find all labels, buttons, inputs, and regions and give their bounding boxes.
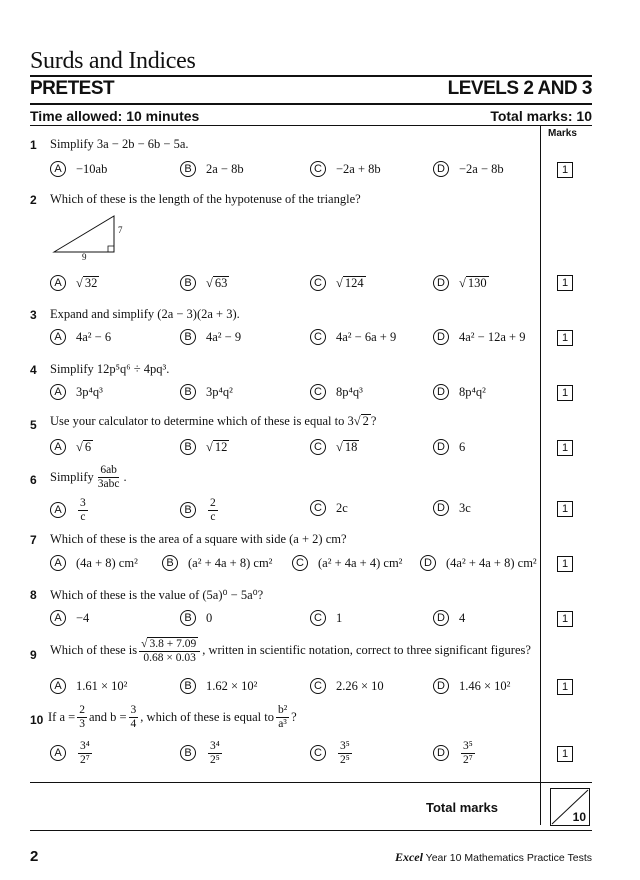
marks-column-line bbox=[540, 125, 541, 825]
fraction bbox=[276, 704, 289, 730]
option-d[interactable] bbox=[433, 439, 465, 455]
option-value: √ 32 bbox=[76, 275, 98, 290]
option-d[interactable] bbox=[433, 275, 489, 291]
numerator: 3 bbox=[80, 497, 86, 509]
option-value bbox=[78, 497, 88, 523]
option-value: 3p⁴q³ bbox=[76, 384, 103, 399]
option-a[interactable] bbox=[50, 678, 127, 694]
option-value: (4a + 8) cm² bbox=[76, 555, 138, 570]
option-b[interactable] bbox=[180, 161, 244, 177]
question-text-part: ? bbox=[370, 414, 377, 428]
option-value: 2c bbox=[336, 500, 348, 515]
option-value: 1.62 × 10² bbox=[206, 678, 258, 693]
option-letter: D bbox=[433, 678, 449, 694]
question-text-part: Use your calculator to determine which of these is equal to 3 bbox=[50, 414, 354, 428]
numerator: b² bbox=[277, 704, 288, 716]
radicand: 32 bbox=[84, 275, 98, 290]
option-letter: D bbox=[433, 610, 449, 626]
radicand: 63 bbox=[214, 275, 228, 290]
option-c[interactable] bbox=[310, 329, 396, 345]
radicand: 18 bbox=[344, 439, 358, 454]
total-marks-label: Total marks bbox=[426, 800, 499, 815]
question-text: Simplify 12p⁵q⁶ ÷ 4pq³. bbox=[50, 362, 170, 376]
question-text bbox=[50, 414, 376, 429]
surd: √ 2 bbox=[353, 414, 369, 429]
question-text-part: Which of these is bbox=[50, 643, 138, 658]
question-number: 6 bbox=[30, 473, 37, 487]
option-d[interactable] bbox=[433, 500, 471, 516]
option-c[interactable] bbox=[310, 275, 366, 291]
option-value: √ 6 bbox=[76, 439, 92, 454]
option-d[interactable] bbox=[433, 329, 525, 345]
option-letter: B bbox=[180, 439, 196, 455]
option-a[interactable] bbox=[50, 161, 107, 177]
option-value: 4a² − 6a + 9 bbox=[336, 329, 397, 344]
option-value: −2a + 8b bbox=[336, 161, 381, 176]
option-d[interactable] bbox=[433, 161, 504, 177]
divider bbox=[30, 125, 592, 126]
numerator: 2 bbox=[210, 497, 216, 509]
option-letter: B bbox=[180, 275, 196, 291]
option-letter: A bbox=[50, 555, 66, 571]
option-value: −2a − 8b bbox=[459, 161, 504, 176]
option-letter: A bbox=[50, 384, 66, 400]
option-value: 0 bbox=[206, 610, 213, 625]
option-d[interactable] bbox=[433, 678, 510, 694]
option-value bbox=[338, 740, 352, 766]
radicand: 2 bbox=[362, 414, 369, 429]
option-value: √ 63 bbox=[206, 275, 228, 290]
option-b[interactable] bbox=[180, 329, 241, 345]
option-letter: A bbox=[50, 610, 66, 626]
option-value: 6 bbox=[459, 439, 466, 454]
option-c[interactable] bbox=[310, 678, 384, 694]
question-text bbox=[50, 464, 127, 490]
radicand: 6 bbox=[84, 439, 92, 454]
levels-heading: LEVELS 2 AND 3 bbox=[447, 78, 592, 99]
brand-name: Excel bbox=[394, 850, 423, 864]
numerator: 3⁴ bbox=[210, 740, 220, 752]
option-letter: A bbox=[50, 275, 66, 291]
option-b[interactable] bbox=[180, 740, 224, 766]
question-text bbox=[48, 704, 297, 730]
option-value: −10ab bbox=[76, 161, 108, 176]
radicand: 3.8 + 7.09 bbox=[149, 638, 197, 650]
option-b[interactable] bbox=[180, 678, 257, 694]
right-triangle-diagram bbox=[50, 210, 130, 262]
option-a[interactable] bbox=[50, 439, 93, 455]
denominator: 2⁵ bbox=[340, 753, 350, 766]
numerator: 6ab bbox=[100, 464, 117, 476]
option-letter: D bbox=[433, 161, 449, 177]
fraction bbox=[77, 704, 87, 730]
numerator: 3⁴ bbox=[80, 740, 90, 752]
question-text: Expand and simplify (2a − 3)(2a + 3). bbox=[50, 307, 240, 321]
question-text: Which of these is the area of a square with side (a + 2) cm? bbox=[50, 532, 347, 546]
option-value: √ 130 bbox=[459, 275, 487, 290]
option-c[interactable] bbox=[310, 439, 359, 455]
option-value: 2a − 8b bbox=[206, 161, 244, 176]
page-number: 2 bbox=[30, 848, 39, 865]
option-letter: A bbox=[50, 329, 66, 345]
topic-title: Surds and Indices bbox=[30, 48, 196, 74]
triangle-side-label: 9 bbox=[82, 252, 87, 262]
option-d[interactable] bbox=[420, 555, 537, 571]
option-letter: A bbox=[50, 161, 66, 177]
triangle-side-label: 7 bbox=[118, 225, 123, 235]
question-number: 9 bbox=[30, 648, 37, 662]
question-text: Simplify 3a − 2b − 6b − 5a. bbox=[50, 137, 189, 151]
mark-box: 1 bbox=[557, 501, 573, 517]
option-a[interactable] bbox=[50, 497, 90, 523]
option-a[interactable] bbox=[50, 275, 99, 291]
option-value: −4 bbox=[76, 610, 90, 625]
option-b[interactable] bbox=[180, 497, 220, 523]
mark-box: 1 bbox=[557, 679, 573, 695]
option-value: 4a² − 6 bbox=[76, 329, 112, 344]
numerator: 3⁵ bbox=[463, 740, 473, 752]
option-value bbox=[208, 497, 218, 523]
option-value: (a² + 4a + 4) cm² bbox=[318, 555, 403, 570]
fraction bbox=[96, 464, 122, 490]
option-letter: C bbox=[310, 439, 326, 455]
divider bbox=[30, 782, 592, 783]
option-value bbox=[208, 740, 222, 766]
question-number: 8 bbox=[30, 588, 37, 602]
mark-box: 1 bbox=[557, 162, 573, 178]
marks-heading: Marks bbox=[548, 128, 577, 139]
question-text-part: ? bbox=[291, 709, 297, 724]
option-value bbox=[78, 740, 92, 766]
option-letter: C bbox=[310, 329, 326, 345]
total-marks-value: 10 bbox=[572, 810, 586, 824]
question-number: 2 bbox=[30, 193, 37, 207]
mark-box: 1 bbox=[557, 330, 573, 346]
divider bbox=[30, 103, 592, 105]
option-letter: D bbox=[433, 500, 449, 516]
mark-box: 1 bbox=[557, 440, 573, 456]
divider bbox=[30, 75, 592, 77]
denominator: c bbox=[210, 510, 216, 523]
question-text-part: Simplify bbox=[50, 469, 94, 484]
denominator: 3abc bbox=[97, 477, 120, 490]
total-marks-box bbox=[550, 788, 590, 826]
option-value: 4a² − 9 bbox=[206, 329, 242, 344]
question-text: Which of these is the length of the hypotenuse of the triangle? bbox=[50, 192, 361, 206]
question-text bbox=[50, 637, 531, 664]
option-b[interactable] bbox=[162, 555, 272, 571]
option-c[interactable] bbox=[310, 384, 363, 400]
numerator: 3⁵ bbox=[340, 740, 350, 752]
option-value: √ 124 bbox=[336, 275, 364, 290]
book-credit bbox=[395, 850, 592, 865]
option-letter: B bbox=[180, 329, 196, 345]
option-letter: D bbox=[433, 384, 449, 400]
denominator: 2⁷ bbox=[463, 753, 473, 766]
denominator: 2⁵ bbox=[210, 753, 220, 766]
question-number: 4 bbox=[30, 363, 37, 377]
numerator: √ 3.8 + 7.09 bbox=[139, 637, 200, 652]
option-value: 4a² − 12a + 9 bbox=[459, 329, 526, 344]
option-value bbox=[461, 740, 475, 766]
option-c[interactable] bbox=[292, 555, 402, 571]
mark-box: 1 bbox=[557, 556, 573, 572]
option-c[interactable] bbox=[310, 500, 348, 516]
option-letter: D bbox=[433, 745, 449, 761]
divider bbox=[30, 830, 592, 831]
option-a[interactable] bbox=[50, 329, 111, 345]
question-text-part: , written in scientific notation, correct to three significant figures? bbox=[202, 643, 531, 658]
question-number: 5 bbox=[30, 418, 37, 432]
numerator: 3 bbox=[130, 704, 137, 716]
denominator: 2⁷ bbox=[80, 753, 90, 766]
option-letter: D bbox=[433, 439, 449, 455]
option-b[interactable] bbox=[180, 384, 233, 400]
option-a[interactable] bbox=[50, 610, 89, 626]
option-letter: B bbox=[180, 745, 196, 761]
option-letter: C bbox=[292, 555, 308, 571]
denominator: a³ bbox=[278, 717, 287, 730]
option-d[interactable] bbox=[433, 610, 465, 626]
option-value: 3p⁴q² bbox=[206, 384, 233, 399]
option-c[interactable] bbox=[310, 161, 381, 177]
option-value: √ 18 bbox=[336, 439, 358, 454]
option-letter: B bbox=[162, 555, 178, 571]
option-value: 4 bbox=[459, 610, 466, 625]
option-letter: D bbox=[433, 275, 449, 291]
option-letter: C bbox=[310, 610, 326, 626]
option-letter: B bbox=[180, 502, 196, 518]
option-letter: C bbox=[310, 275, 326, 291]
option-letter: B bbox=[180, 161, 196, 177]
option-letter: B bbox=[180, 610, 196, 626]
mark-box: 1 bbox=[557, 746, 573, 762]
mark-box: 1 bbox=[557, 385, 573, 401]
denominator: 3 bbox=[79, 717, 85, 730]
option-letter: C bbox=[310, 500, 326, 516]
option-letter: C bbox=[310, 384, 326, 400]
pretest-heading: PRETEST bbox=[30, 78, 115, 99]
question-text-part: and b = bbox=[88, 709, 127, 724]
option-letter: A bbox=[50, 745, 66, 761]
radicand: 124 bbox=[344, 275, 364, 290]
option-letter: C bbox=[310, 678, 326, 694]
option-letter: B bbox=[180, 384, 196, 400]
question-text-part: If a = bbox=[48, 709, 76, 724]
option-a[interactable] bbox=[50, 384, 103, 400]
option-b[interactable] bbox=[180, 610, 212, 626]
denominator: c bbox=[80, 510, 86, 523]
option-d[interactable] bbox=[433, 740, 477, 766]
option-c[interactable] bbox=[310, 740, 354, 766]
question-text-part: , which of these is equal to bbox=[140, 709, 274, 724]
total-marks-header: Total marks: 10 bbox=[490, 108, 592, 124]
option-letter: B bbox=[180, 678, 196, 694]
option-value: 8p⁴q² bbox=[459, 384, 486, 399]
option-c[interactable] bbox=[310, 610, 342, 626]
option-value: √ 12 bbox=[206, 439, 228, 454]
option-b[interactable] bbox=[180, 439, 229, 455]
option-value: 1.61 × 10² bbox=[76, 678, 128, 693]
option-letter: C bbox=[310, 745, 326, 761]
question-number: 3 bbox=[30, 308, 37, 322]
radicand: 12 bbox=[214, 439, 228, 454]
question-text: Which of these is the value of (5a)⁰ − 5a⁰? bbox=[50, 588, 264, 602]
mark-box: 1 bbox=[557, 611, 573, 627]
question-number: 7 bbox=[30, 533, 37, 547]
time-allowed: Time allowed: 10 minutes bbox=[30, 108, 200, 124]
option-letter: C bbox=[310, 161, 326, 177]
book-title: Year 10 Mathematics Practice Tests bbox=[422, 852, 592, 864]
option-a[interactable] bbox=[50, 555, 138, 571]
option-value: (a² + 4a + 8) cm² bbox=[188, 555, 273, 570]
option-value: 1 bbox=[336, 610, 343, 625]
option-d[interactable] bbox=[433, 384, 486, 400]
question-number: 10 bbox=[30, 713, 44, 727]
fraction bbox=[129, 704, 139, 730]
option-a[interactable] bbox=[50, 740, 94, 766]
radicand: 130 bbox=[467, 275, 487, 290]
option-letter: A bbox=[50, 502, 66, 518]
option-letter: D bbox=[420, 555, 436, 571]
denominator: 0.68 × 0.03 bbox=[143, 651, 196, 664]
numerator: 2 bbox=[79, 704, 85, 716]
fraction bbox=[139, 637, 200, 664]
option-letter: A bbox=[50, 678, 66, 694]
option-letter: D bbox=[433, 329, 449, 345]
option-b[interactable] bbox=[180, 275, 229, 291]
denominator: 4 bbox=[130, 717, 137, 730]
option-letter: A bbox=[50, 439, 66, 455]
option-value: 2.26 × 10 bbox=[336, 678, 384, 693]
question-text-part: . bbox=[123, 469, 127, 484]
option-value: 3c bbox=[459, 500, 471, 515]
option-value: 8p⁴q³ bbox=[336, 384, 363, 399]
question-number: 1 bbox=[30, 138, 37, 152]
option-value: 1.46 × 10² bbox=[459, 678, 511, 693]
option-value: (4a² + 4a + 8) cm² bbox=[446, 555, 537, 570]
mark-box: 1 bbox=[557, 275, 573, 291]
